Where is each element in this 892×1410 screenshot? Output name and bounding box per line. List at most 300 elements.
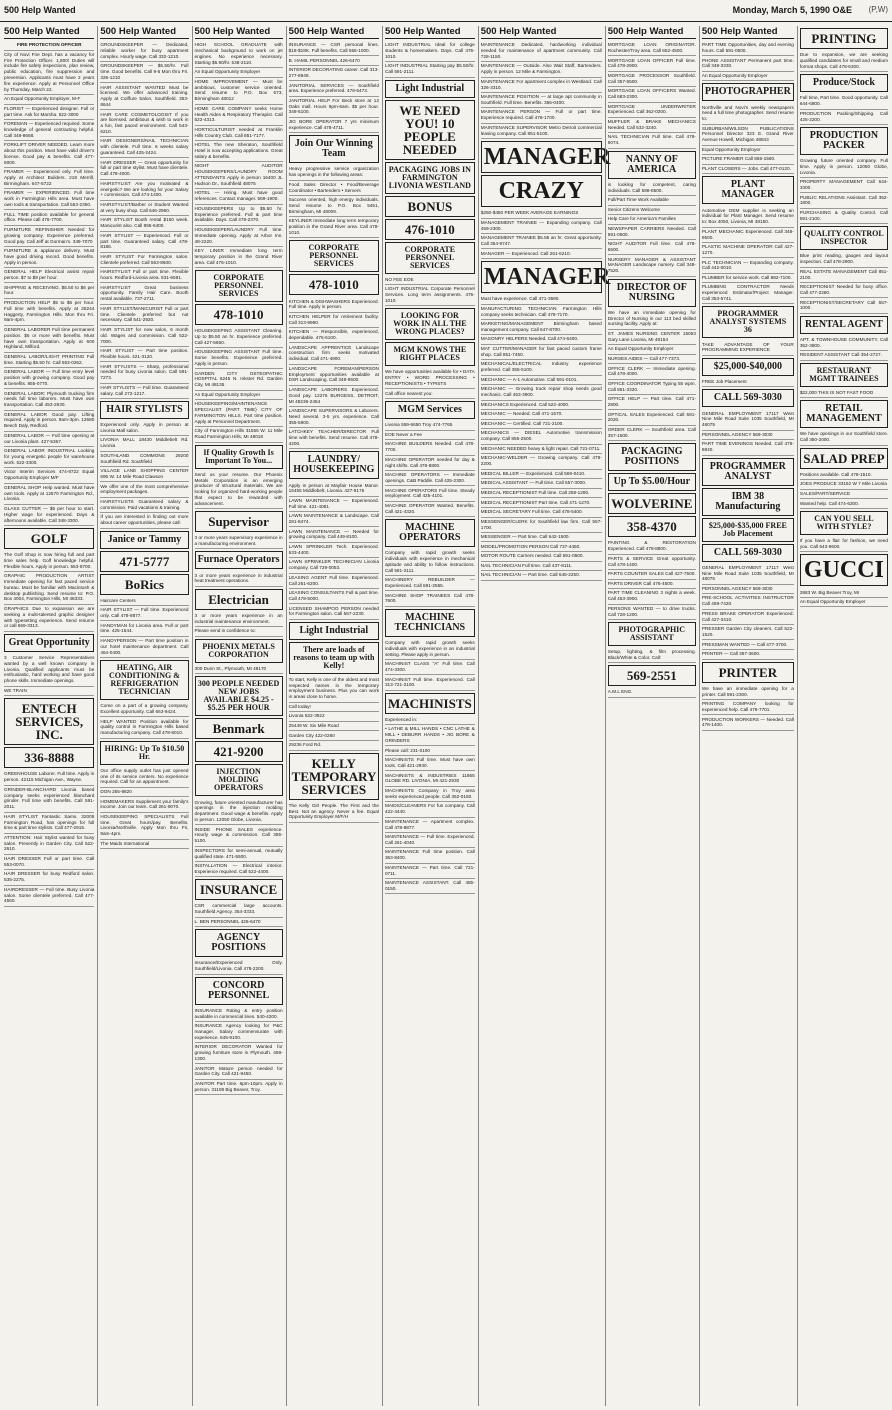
display-ad-text: SALAD PREP (803, 450, 885, 466)
classified-ad: HAIR DRESSER Full or part time. Call 553-0070. (4, 855, 94, 870)
classified-ad: Livonia 522-3922 (289, 712, 379, 722)
classified-ad: NURSERY MANAGER & ASSISTANT MANAGER Landscape nursery. Call 348-7520. (608, 255, 696, 276)
section-heading: 500 Help Wanted (289, 26, 379, 39)
classified-ad: LIGHT INDUSTRIAL Corporate Personnel Services. Long term assignments. 476-1010. (385, 285, 475, 306)
classified-ad: MEDICAL RECEPTIONIST Part time. Call 471-1270. (481, 498, 602, 508)
classified-ad: MECHANIC — Certified. Call 721-2100. (481, 420, 602, 430)
classified-ad: GLASS CUTTER — $5 per hour to start. Higher wage for experienced. Days & afternoons available. Call 348-3300. (4, 505, 94, 526)
display-ad-headline (800, 363, 888, 387)
column-4 (286, 26, 379, 1406)
classified-ad: MACHINE OPERATOR Wanted. Benefits. Call 421-4320. (385, 502, 475, 517)
display-ad-text: IBM 38 Manufacturing (715, 490, 781, 512)
display-ad-text: GOLF (30, 530, 68, 546)
display-ad-text: 421-9200 (213, 744, 264, 760)
classified-ad: MAINTENANCE SUPERVISOR Metro Detroit commercial leasing company. Call 851-5100. (481, 124, 602, 139)
display-ad-text: 336-8888 (24, 750, 75, 766)
classified-ad: MACHINE OPERATOR needed for day & night shifts. Call 478-8800. (385, 456, 475, 471)
display-ad-headline (100, 741, 188, 765)
classified-ad: Due to expansion, we are seeking qualified candidates for small and medium format shops. Call 478-6300. (800, 51, 888, 72)
section-heading: 500 Help Wanted (100, 26, 188, 39)
classified-ad: To start, Kelly is one of the oldest and most respected names in the temporary employment business. Plus you can work in areas close to home. (289, 676, 379, 703)
classified-ad: Experienced only. Apply in person at Livonia Mall salon. (100, 421, 188, 436)
classified-ad: MACHINE BUILDERS Needed. Call 478-7700. (385, 440, 475, 455)
classified-ad: GROUNDSKEEPER — $5.50/hr. Full time. Good benefits. Call 9-5 Mon thru Fri. 326-1210 (100, 62, 188, 83)
display-ad-headline (195, 445, 283, 469)
classified-ad: PRODUCTION WORKERS — Needed. Call 478-1400. (702, 715, 794, 730)
display-ad-text: LOOKING FOR WORK IN ALL THE WRONG PLACES? (393, 311, 467, 337)
classified-ad: HAIR STYLISTS — Full time. Guaranteed salary. Call 272-1217. (100, 384, 188, 399)
classified-ad: NURSES AIDES — Call 477-7373. (608, 355, 696, 365)
classified-ad: PRINTING COMPANY looking for experienced help. Call 478-7701. (702, 700, 794, 715)
classified-ad: HAIRSTYLIST Are you motivated & energetic? We are looking for you! Salary + commission. Call 474-1400. (100, 180, 188, 201)
classified-ad: LICENSED SHAMPOO PERSON needed for Farmington salon. Call 557-2230. (289, 604, 379, 619)
display-ad-headline (702, 488, 794, 516)
display-ad-text: BoRics (124, 576, 164, 592)
classified-ad: HOMEMAKERS Supplement your family's income. Join our team. Call 261-9070. (100, 797, 188, 812)
column-9 (797, 26, 888, 1406)
display-ad-text: CORPORATE PERSONNEL SERVICES (404, 244, 456, 270)
display-ad-headline (800, 316, 888, 334)
classified-ad: HAIR STYLIST/MANICURIST Full or part time. Clientele preferred but not necessary. Call 541-2920. (100, 305, 188, 326)
classified-ad: MECHANIC — A-1 Automotive. Call 591-0101. (481, 376, 602, 386)
columns (4, 26, 888, 1406)
display-ad-text: HIRING: Up To $10.50 Hr. (104, 743, 185, 761)
display-ad-text: HAIR STYLISTS (106, 403, 183, 415)
classified-ad: Send us your resume. Our Phoenix Metals Corporation is an emerging producer of structural materials. We are looking for organized hard-working people that expect to be rewarded with advancement. (195, 471, 283, 510)
classified-ad: LATCHKEY TEACHER/DIRECTOR Full time with benefits. Send resume. Call 478-4200. (289, 428, 379, 449)
classified-ad: MORTGAGE LOAN OFFICERS Wanted. Call 683-2300. (608, 87, 696, 102)
classified-ad: GENERAL SHOP Help wanted. Must have own tools. Apply at 12570 Farmington Rd., Livonia. (4, 484, 94, 505)
display-ad-text: CAN YOU SELL WITH STYLE? (814, 513, 874, 531)
classified-ad: MECHANIC — Growing truck repair shop needs good mechanic. Call 453-3900. (481, 385, 602, 400)
display-ad-headline (702, 544, 794, 562)
classified-ad: SOUTHLAND COMMONS 29200 Southfield Rd. Southfield (100, 452, 188, 467)
classified-ad: JOES PRODUCE 33152 W 7 Mile Livonia (800, 480, 888, 490)
classified-ad: INSURANCE Agency looking for P&C manager. Salary commensurate with experience. 645-9100. (195, 1022, 283, 1043)
classified-ad: Apply in person at Mayfair House Manor. 16455 Middlebelt, Livonia. 427-9175 (289, 481, 379, 496)
display-ad-text: INJECTION MOLDING OPERATORS (214, 767, 264, 793)
classified-ad: LANDSCAPE SUPERVISORS & Laborers. Need several. 3-5 yrs. experience. Call 355-5900. (289, 407, 379, 428)
classified-ad: HAIR STYLIST — Part time position. Flexible hours. 421-3120. (100, 347, 188, 362)
display-ad-text: NANNY OF AMERICA (625, 153, 678, 175)
classified-ad: HAIR STYLIST — Experienced. Full or part time. Guaranteed salary. Call 478-8185. (100, 232, 188, 253)
classified-ad: Automotive OEM supplier is seeking an individual for Plant Manager. Send resume to: Box 4050, Livonia, MI 48150. (702, 206, 794, 227)
classified-ad: Call today! (289, 703, 379, 713)
display-ad-text: BONUS (407, 198, 453, 214)
classified-ad: RECEPTIONIST/SECRETARY Call 557-1000. (800, 298, 888, 313)
classified-ad: LAWN MAINTENANCE — Needed for growing company. Call 449-8100. (289, 527, 379, 542)
classified-ad: Victor Interim Services 474-8722 Equal Opportunity Employer M/F (4, 468, 94, 483)
classified-ad: INTERIOR DECORATOR Wanted for growing furniture store in Plymouth. 459-1300. (195, 1043, 283, 1064)
classified-ad: Growing future oriented company. Full time. Apply in person. 12050 Globe, Livonia. (800, 157, 888, 178)
classified-ad: MEDICAL BILLER — Experienced. Call 569-0410. (481, 470, 602, 480)
display-ad-headline (195, 551, 283, 569)
classified-ad: RESIDENT ASSISTANT Call 354-2727. (800, 351, 888, 361)
classified-ad: PRODUCTION Packing/Shipping. Call 425-2200. (800, 110, 888, 125)
classified-ad: PART TIME Opportunities, day and evening hours. Call 591-0500. (702, 41, 794, 56)
classified-ad: MACHINISTS & INDUSTRIES 11865 GLOBE RD. LIVONIA, MI 421-2930 (385, 771, 475, 786)
display-ad-headline (195, 741, 283, 762)
display-ad-headline (481, 141, 611, 173)
classified-ad: JANITORIAL HELP For Beck store at 12 Oaks mall. Hours 9pm-6am. $5 per hour. 348-5100. (289, 97, 379, 118)
classified-ad: MASONRY HELPERS Needed. Call 474-6400. (481, 335, 602, 345)
classified-ad: ORDER CLERK — Southfield area. Call 357-1500. (608, 426, 696, 441)
classified-ad: Please call: 231-0100 (385, 746, 475, 756)
classified-ad: PLANT MECHANIC Experienced. Call 348-9500. (702, 228, 794, 243)
category-label: FIRE PROTECTION OFFICER (4, 41, 94, 51)
classified-ad: Help Care for America's Families (608, 215, 696, 225)
classified-ad: GRINDER-BLANCHARD Livonia based company seeks experienced blanchard grinder. Full time with benefits. Call 591-2011. (4, 786, 94, 813)
display-ad-headline (289, 753, 379, 800)
classified-ad: INSIDE PHONE SALES experience. Hourly wage & commission. Call 355-5100. (195, 825, 283, 846)
display-ad-headline (702, 83, 794, 101)
display-ad-headline (800, 74, 888, 92)
classified-ad: MAINTENANCE — Apartment complex. Call 478-8877. (385, 818, 475, 833)
classified-ad: HOTEL — Hiring. Must have good references. Contact manager. 569-1900. (195, 189, 283, 204)
display-ad-text: If Quality Growth Is Important To You... (203, 447, 274, 465)
folio: (P,W) (868, 5, 888, 14)
display-ad-text: PACKAGING JOBS IN FARMINGTON LIVONIA WESTLAND (388, 164, 471, 190)
display-ad-headline (289, 274, 379, 295)
classified-ad: MACHINIST CLASS "A" Full time. Call 474-3300. (385, 660, 475, 675)
display-ad-text: CRAZY (498, 178, 584, 205)
classified-ad: HAIR STYLIST for new salon, 6 month old. Wages and commission. Call 522-7000. (100, 326, 188, 347)
classified-ad: MAT CUTTER/MANAGER for fast paced custom frame shop. Call 851-7450. (481, 345, 602, 360)
classified-ad: An Equal Opportunity Employer, M-F (4, 95, 94, 105)
classified-ad: FOREMAN — Experienced required. Some knowledge of general contracting helpful. Call 348-8668. (4, 120, 94, 141)
classified-ad: MACHINISTS Company in Troy area seeks experienced people. Call 362-0150. (385, 787, 475, 802)
classified-ad: The Kelly Girl People. The First and the Best. Not an agency. Never a fee. Equal Opportunity Employer M/F/H (289, 802, 379, 823)
classified-ad: PERSONNEL AGENCY 569-3030 (702, 585, 794, 595)
classified-ad: MAINTENANCE For apartment complex in Westland. Call 326-3310. (481, 78, 602, 93)
display-ad-text: 569-2551 (626, 668, 677, 684)
classified-ad: FRAMER — EXPERIENCED. Full time work in Farmington Hills area. Must have own tools & transportation. Call 553-2350. (4, 189, 94, 210)
classified-ad: HAIRSTYLIST Great business opportunity. Family Hair Care. Booth rental available. 737-2711. (100, 283, 188, 304)
classified-ad: GENERAL LABOR: Plymouth trucking firm needs full time laborers. Must have own transportation. Call 453-2630. (4, 389, 94, 410)
display-ad-text: ENTECH SERVICES, INC. (15, 701, 84, 743)
display-ad-text: 358-4370 (626, 519, 677, 535)
display-ad-headline (385, 162, 475, 194)
classified-ad: GENERAL LABOR — Full time opening at our Livonia plant. 427-5367. (4, 432, 94, 447)
classified-ad: PRESSER Garden City cleaners. Call 522-1520. (702, 625, 794, 640)
classified-ad: $22,000 THIS IS NOT FAST FOOD (800, 389, 888, 399)
classified-ad: Food Sales Director • Food/Beverage Coordinator • Bartenders • Servers (289, 181, 379, 196)
classified-ad: NIGHT AUDITOR Full time. Call 478-6500. (608, 240, 696, 255)
column-7 (605, 26, 696, 1406)
display-ad-text: PRINTING (811, 31, 877, 46)
display-ad-headline (481, 261, 611, 293)
classified-ad: GENERAL LABOR/LIGHT PRINTING Full time. Starting $5.50 hr. Call 553-0262. (4, 353, 94, 368)
classified-ad: INSURANCE — CSR personal lines. $18-$18K. Full benefits. Call 555-1000. (289, 41, 379, 56)
display-ad-text: LAUNDRY/ HOUSEKEEPING (293, 454, 375, 476)
classified-ad: KITCHEN & DISHWASHERS Experienced. Full time. Apply in person. (289, 297, 379, 312)
classified-ad: HAIRSTYLIST Full or part time. Flexible hours. Redford-Livonia area. 531-6591. (100, 268, 188, 283)
display-ad-headline (608, 665, 696, 686)
display-ad-headline (385, 609, 475, 637)
classified-ad: GRAPHICS Due to expansion we are seeking a multi-talented graphic designer with typesetting experience. Send resume or call 669-3313. (4, 605, 94, 632)
classified-ad: PUBLIC RELATIONS Assistant. Call 352-1800. (800, 193, 888, 208)
display-ad-text: CORPORATE PERSONNEL SERVICES (308, 243, 360, 269)
classified-ad: MOTOR ROUTE Carriers needed. Call 591-0500. (481, 552, 602, 562)
display-ad-headline (195, 589, 283, 610)
display-ad-text: MACHINE TECHNICIANS (394, 611, 466, 633)
classified-ad: HAIR STYLISTS — Sharp, professional needed for busy Livonia salon. Call 591-7273. (100, 362, 188, 383)
classified-ad: PART TIME EVENINGS Needed. Call 478-8840. (702, 440, 794, 455)
display-ad-headline (800, 511, 888, 535)
display-ad-text: MANAGER (483, 263, 611, 290)
classified-ad: LIGHT INDUSTRIAL Starting pay $5.50/hr. Call 591-2111. (385, 62, 475, 77)
classified-ad: MACHINE OPERATORS Full time. Steady employment. Call 425-4101. (385, 486, 475, 501)
classified-ad: INTERIOR DECORATING career. Call 313-277-8949. (289, 66, 379, 81)
classified-ad: Our office supply outlet has just opened one of its service centers. No experience required. Call for an appointment. (100, 767, 188, 788)
classified-ad: PLASTIC MACHINE OPERATOR Call 427-1270. (702, 243, 794, 258)
classified-ad: A.M.L ENG. (608, 688, 696, 698)
classified-ad: HAIRSTYLIST/Barber or Student Wanted at very busy shop. Call 646-2960. (100, 201, 188, 216)
classified-ad: PURCHASING & Quality Control. Call 591-2100. (800, 209, 888, 224)
classified-ad: 3 or more years supervisory experience in a manufacturing environment. (195, 534, 283, 549)
classified-ad: LANDSCAPE FOREMAN/PERSON Employment opportunities available at DSR Landscaping. Call 349-9500. (289, 365, 379, 386)
display-ad-text: CALL 569-3030 (713, 546, 782, 558)
classified-ad: HAIRSTYLISTS Guaranteed salary & commission. Paid vacations & training. (100, 498, 188, 513)
classified-ad: MANAGEMENT TRAINEE — Expanding company. Call 459-2300. (481, 219, 602, 234)
display-ad-headline (4, 698, 94, 745)
display-ad-text: Furnace Operators (197, 554, 280, 566)
classified-ad: PAINTING & RESTORATION Experienced. Call 478-8800. (608, 539, 696, 554)
classified-ad: Company with rapid growth seeks individuals with experience in mechanical aptitude and ability to follow instructions. Call 591-2111. (385, 549, 475, 576)
classified-ad: OFFICE COORDINATOR Typing 55 wpm. Call 851-3320. (608, 380, 696, 395)
classified-ad: MAINTENANCE Full time position. Call 363-8400. (385, 848, 475, 863)
classified-ad: HOME CARE COMPANY seeks Home Health Aides & Respiratory Therapist. Call 522-4313. (195, 105, 283, 126)
display-ad-headline (195, 929, 283, 957)
classified-ad: HAIR DESIGNERS/NAIL TECHNICIAN with clientele. Full time. 6 weeks salary guaranteed. Call 425-2424. (100, 137, 188, 158)
classified-ad: NIGHT AUDITOR HOUSEKEEPERS/LAUNDRY ROOM ATTENDANTS Apply in person 16400 JL Hudson Dr., Southfield 48075 (195, 162, 283, 189)
classified-ad: PART TIME CLEANING 3 nights a week. Call 453-3900. (608, 589, 696, 604)
display-ad-text: Produce/Stock (812, 77, 875, 89)
display-ad-text: KELLY TEMPORARY SERVICES (291, 755, 377, 797)
display-ad-headline (385, 242, 475, 274)
classified-ad: LAWN SPRINKLER Tech. Experienced. 533-4400. (289, 543, 379, 558)
classified-ad: We have opportunities available for • DATA ENTRY • WORD PROCESSING • RECEPTIONISTS • TYPISTS (385, 368, 475, 389)
classified-ad: LIVONIA MALL 18430 Middlebelt Rd. Livonia (100, 436, 188, 451)
classified-ad: MAINTENANCE — Full time. Experienced. Call 261-4040. (385, 833, 475, 848)
display-ad-headline (385, 219, 475, 240)
classified-ad: HAIR STYLIST Fantastic Sams. 32005 Farmington Road, has openings for full time & part time stylists. Call 477-2915. (4, 813, 94, 834)
classified-ad: PROPERTY MANAGEMENT Call 644-3300. (800, 178, 888, 193)
classified-ad: MODEL/PROMOTION PERSON Call 737-4450. (481, 542, 602, 552)
classified-ad: HAIRDRESSER — Full time. Busy Livonia salon. Some clientele preferred. Call 477-4560. (4, 886, 94, 907)
display-ad-text: PHOTOGRAPHER (704, 86, 791, 98)
classified-ad: FURNITURE & appliance delivery. Must have good driving record. Good benefits. Apply in person. (4, 247, 94, 268)
classified-ad: We have an immediate opening for Director of Nursing in our 113 bed skilled nursing facility. Apply at: (608, 309, 696, 330)
display-ad-text: AGENCY POSITIONS (211, 932, 266, 954)
classified-ad: GENERAL EMPLOYMENT 17117 West Nine Mile Road Suite 1035 Southfield, MI 48075 (702, 409, 794, 430)
classified-ad: PRE-SCHOOL ACTIVITIES INSTRUCTOR Call 459-7420. (702, 594, 794, 609)
classified-ad: Full/Part Time Work Available (608, 196, 696, 206)
classified-ad: WE TRAIN (4, 687, 94, 697)
classified-ad: RECEPTIONIST Needed for busy office. Call 477-2260. (800, 283, 888, 298)
classified-ad: Haircare Centers (100, 597, 188, 607)
display-ad-headline (608, 516, 696, 537)
column-6 (478, 26, 611, 1406)
classified-ad: An Equal Opportunity Employer (195, 391, 283, 401)
classified-ad: PRESS BRAKE OPERATOR Experienced. Call 427-3410. (702, 610, 794, 625)
classified-ad: HOUSEKEEPER/LAUNDRY Full time. Immediate opening. Apply at Arbor Inn. 48-2220. (195, 226, 283, 247)
classified-ad: City of Farmington Hills 31555 W. 11 Mile Road Farmington Hills, MI 48018 (195, 427, 283, 442)
classified-ad: L. BEN PERSONNEL 426-6470 (195, 918, 283, 928)
classified-ad: LEASING CONSULTANTS Full & part time. Call 478-5000. (289, 589, 379, 604)
display-ad-headline (289, 135, 379, 163)
display-ad-headline (195, 304, 283, 325)
classified-ad: We have an immediate opening for a printer. Call 591-2300. (702, 685, 794, 700)
classified-ad: HAIR DRESSER — Great opportunity for full or part time stylist. Must have clientele. Call 478-4000. (100, 158, 188, 179)
classified-ad: PLUMBER for service work. Call 882-7100. (702, 274, 794, 284)
display-ad-text: CORPORATE PERSONNEL SERVICES (213, 273, 264, 299)
page-number: 500 Help Wanted (4, 5, 76, 15)
classified-ad: PHONE ASSISTANT Permanent part time. Call 348-3330. (702, 56, 794, 71)
classified-ad: Setup, lighting, & film processing. Black/White & Color. Call: (608, 648, 696, 663)
display-ad-headline (289, 240, 379, 272)
display-ad-headline (385, 401, 475, 419)
classified-ad: HELP WANTED Position available for quality control in Farmington Hills based manufacturing company. Call 478-8010. (100, 717, 188, 738)
display-ad-headline (195, 764, 283, 796)
classified-ad: JANITOR Part time. 6pm-10pm. Apply in person. 31108 Big Beaver, Troy. (195, 1080, 283, 1095)
classified-ad: KEY LINER Immediate long term temporary position in the Grand River area. Call 476-1010. (195, 247, 283, 268)
display-ad-headline (702, 458, 794, 486)
classified-ad: Company with rapid growth seeks individuals with experience in an industrial setting. Please apply in person. (385, 639, 475, 660)
display-ad-text: PROGRAMMER ANALYST SYSTEMS 36 (709, 309, 787, 335)
classified-ad: MACHINERY REBUILDER — Experienced. Call 591-2555. (385, 576, 475, 591)
classified-ad: is looking for competent, caring individuals. Call 588-8500. (608, 181, 696, 196)
display-ad-text: 478-1010 (213, 307, 264, 323)
classified-ad: 3 or more years experience in an industrial maintenance environment. (195, 612, 283, 627)
classified-ad: MAINTENANCE POSITION — at large apt community in Southfield. Full time. Benefits. 356-0400. (481, 93, 602, 108)
classified-ad: HOUSEKEEPING SPECIALISTS Full time. Great hours/pay. Benefits. Livonia/Northville. Apply Mon thru Fri, 9am-4pm. (100, 813, 188, 840)
display-ad-headline (800, 226, 888, 250)
classified-ad: $250-$450 PER WEEK AVERAGE EARNINGS (481, 209, 602, 219)
classified-ad: The Maids International (100, 840, 188, 850)
classified-ad: LANDSCAPE APPRENTICE Landscape construction firm seeks motivated individual. Call 471-4900. (289, 343, 379, 364)
classified-ad: MECHANIC — Needed. Call 471-1570. (481, 410, 602, 420)
classified-ad: HAIR DRESSER for busy Redford salon. 535-2275. (4, 870, 94, 885)
classified-ad: MECHANICS — DIESEL Automotive transmission company. Call 855-2500. (481, 429, 602, 444)
classified-ad: Equal Opportunity Employer (702, 146, 794, 156)
classified-ad: HAIR STYLIST Booth rental $150 week. Manicurist also. Call 855-6400. (100, 216, 188, 231)
display-ad-headline (289, 622, 379, 640)
classified-ad: GENERAL HELP Electrical assist repair person. $7 to $9 per hour. (4, 268, 94, 283)
classified-ad: GREENHOUSE Laborer. Full time. Apply in person. 42115 Michigan Ave., Wayne. (4, 770, 94, 785)
display-ad-text: RETAIL MANAGEMENT (806, 403, 882, 425)
column-5 (382, 26, 475, 1406)
classified-ad: 3 Customer Service Representatives wanted by a well known company in Livonia. Qualified applicants must be enthusiastic, hard working and have good phone skills. Immediate openings. (4, 654, 94, 687)
classified-ad: NO FEE EOE (385, 276, 475, 286)
classified-ad: LAWN SPRINKLER TECHNICIAN Livonia company. Call 729-0053. (289, 558, 379, 573)
display-ad-text: PACKAGING POSITIONS (621, 446, 683, 468)
classified-ad: Blue print reading, gauges and layout inspection. Call 478-2900. (800, 252, 888, 267)
classified-ad: MAINTENANCE — Part time. Call 721-0711. (385, 864, 475, 879)
display-ad-text: Electrician (208, 591, 269, 607)
display-ad-text: PLANT MANAGER (721, 179, 775, 201)
classified-ad: OFFICE HELP — Part time. Call 471-2800. (608, 395, 696, 410)
display-ad-text: MACHINE OPERATORS (399, 522, 461, 544)
classified-ad: PRODUCTION HELP $5 to $6 per hour. Full time with benefits. Apply at 26244 Haggerty, Farmington Hills. Mon thru Fri. 9am-4pm. (4, 299, 94, 326)
display-ad-text: $25,000-$35,000 FREE Job Placement (708, 520, 787, 538)
classified-ad: HOUSEKEEPING ASSISTANT Cleaning. Up to $5.50 an hr. Experience preferred. Call 427-5650. (195, 327, 283, 348)
classified-ad: MANAGER — Experienced. Call 261-6210. (481, 249, 602, 259)
column-1 (4, 26, 94, 1406)
classified-ad: PLUMBING CONTRACTOR Needs experienced Estimator/Project Manager. Call 353-5741. (702, 283, 794, 304)
classified-ad: MESSENGER/CLERK for Southfield law firm. Call 557-1700. (481, 518, 602, 533)
classified-ad: OPTICAL SALES Experienced. Call 591-2020. (608, 410, 696, 425)
display-ad-headline (800, 127, 888, 155)
classified-ad: JANITOR Mature person needed for Garden City. Call 421-9450. (195, 1064, 283, 1079)
display-ad-headline (100, 531, 188, 549)
display-ad-text: Janice or Tammy (107, 533, 182, 545)
classified-ad: JANITORIAL SERVICES — Southfield area. Experience preferred. 478-5473. (289, 81, 379, 96)
display-ad-headline (100, 401, 188, 419)
display-ad-headline (800, 554, 888, 586)
classified-ad: Garden City 422-0260 (289, 731, 379, 741)
display-ad-headline (702, 176, 794, 204)
classified-ad: MACHINIST Full time. Experienced. Call 313-721-2100. (385, 675, 475, 690)
display-ad-headline (289, 642, 379, 674)
classified-ad: An Equal Opportunity Employer (195, 68, 283, 78)
classified-ad: GARDEN CITY OSTEOPATHIC HOSPITAL 6245 N. Inkster Rd. Garden City, MI 48135 (195, 369, 283, 390)
classified-ad: The Golf Shop is now hiring full and part time sales help. Golf knowledge helpful. Flexible hours. Apply in person. 553-8700. (4, 551, 94, 572)
display-ad-headline (702, 518, 794, 542)
classified-ad: KITCHEN — Responsible, experienced, dependable. 476-6100. (289, 328, 379, 343)
classified-ad: GENERAL EMPLOYMENT 17117 West Nine Mile Road Suite 1035 Southfield, MI 48075 (702, 564, 794, 585)
display-ad-headline (608, 622, 696, 646)
display-ad-headline (385, 196, 475, 217)
classified-ad: INSPECTORS for semi-annual, mutually qualified state. 471-5500. (195, 847, 283, 862)
display-ad-headline (195, 676, 283, 716)
classified-ad: SHIPPING & RECEIVING. $5.50 to $6 per hour. (4, 283, 94, 298)
classified-ad: MAINTENANCE Dedicated, hardworking individual needed for maintenance of apartment community. Call 728-1150. (481, 41, 602, 62)
classified-ad: MECHANIC NEEDED heavy & light repair. Call 721-0711. (481, 445, 602, 455)
classified-ad: HAIR STYLIST For Farmington salon. Clientele preferred. Call 553-8600. (100, 253, 188, 268)
classified-ad: Must have experience. Call 471-3590. (481, 295, 602, 305)
classified-ad: MAINTENANCE PERSON — Full or part time. Experience required. Call 478-1700. (481, 108, 602, 123)
display-ad-headline (4, 528, 94, 549)
classified-ad: MUFFLER & BRAKE MECHANICS Needed. Call 532-3240. (608, 118, 696, 133)
classified-ad: HOUSEKEEPERS Up to $5.50 hr. Experience preferred. Full & part time available. Days. Call 478-2370. (195, 205, 283, 226)
classified-ad: PICTURE FRAMER Call 855-1580. (702, 155, 794, 165)
classified-ad: City of Novi Fire Dept. has a vacancy for Fire Protection Officer. 1,800/ Duties will include fire safety inspections, plan review, public education, fire suppression and prevention. Applicants must have 2 years fire experience. Apply at Personnel Office by Thursday, March 22. (4, 51, 94, 95)
classified-ad: Insurance/Experienced Only. Southfield/Livonia. Call 478-2200. (195, 959, 283, 974)
classified-ad: MEDICAL ASSISTANT — Full time. Call 557-3000. (481, 479, 602, 489)
display-ad-headline (385, 80, 475, 98)
display-ad-headline (4, 634, 94, 652)
classified-ad: HOUSEKEEPING ASSISTANT Full time. Some benefits. Experience preferred. Apply in person. (195, 348, 283, 369)
classified-ad: MANAGEMENT TRAINEE $5.55 an hr. Great opportunity. Call 354-9747. (481, 234, 602, 249)
display-ad-text: QUALITY CONTROL INSPECTOR (804, 229, 884, 247)
classified-ad: Senior Citizens Welcome (608, 206, 696, 216)
display-ad-headline (702, 358, 794, 376)
classified-ad: 3 or more years experience in industrial heat treatment operations. (195, 571, 283, 586)
classified-ad: MECHANICAL/ELECTRICAL Industry experience preferred. Call 355-5100. (481, 360, 602, 375)
classified-ad: ST. JAMES NURSING CENTER 15063 Gary Lane Livonia, MI 48154 (608, 330, 696, 345)
display-ad-headline (100, 660, 188, 700)
display-ad-headline (195, 977, 283, 1005)
classified-ad: SUBURBAN/WILSON PUBLICATIONS Personnel Director 323 E. Grand River Avenue Howell, Michigan 48843 (702, 125, 794, 146)
classified-ad: MORTGAGE LOAN OFFICER Full time. Call 478-2900. (608, 56, 696, 71)
display-ad-headline (385, 693, 475, 714)
display-ad-text: $25,000-$40,000 (713, 360, 783, 372)
display-ad-headline (100, 551, 188, 572)
display-ad-text: GUCCI (803, 557, 884, 584)
classified-ad: If you are interested in finding out more about career opportunities, please call: (100, 513, 188, 528)
classified-ad: KITCHEN HELPER for retirement facility. Call 313-9990. (289, 313, 379, 328)
